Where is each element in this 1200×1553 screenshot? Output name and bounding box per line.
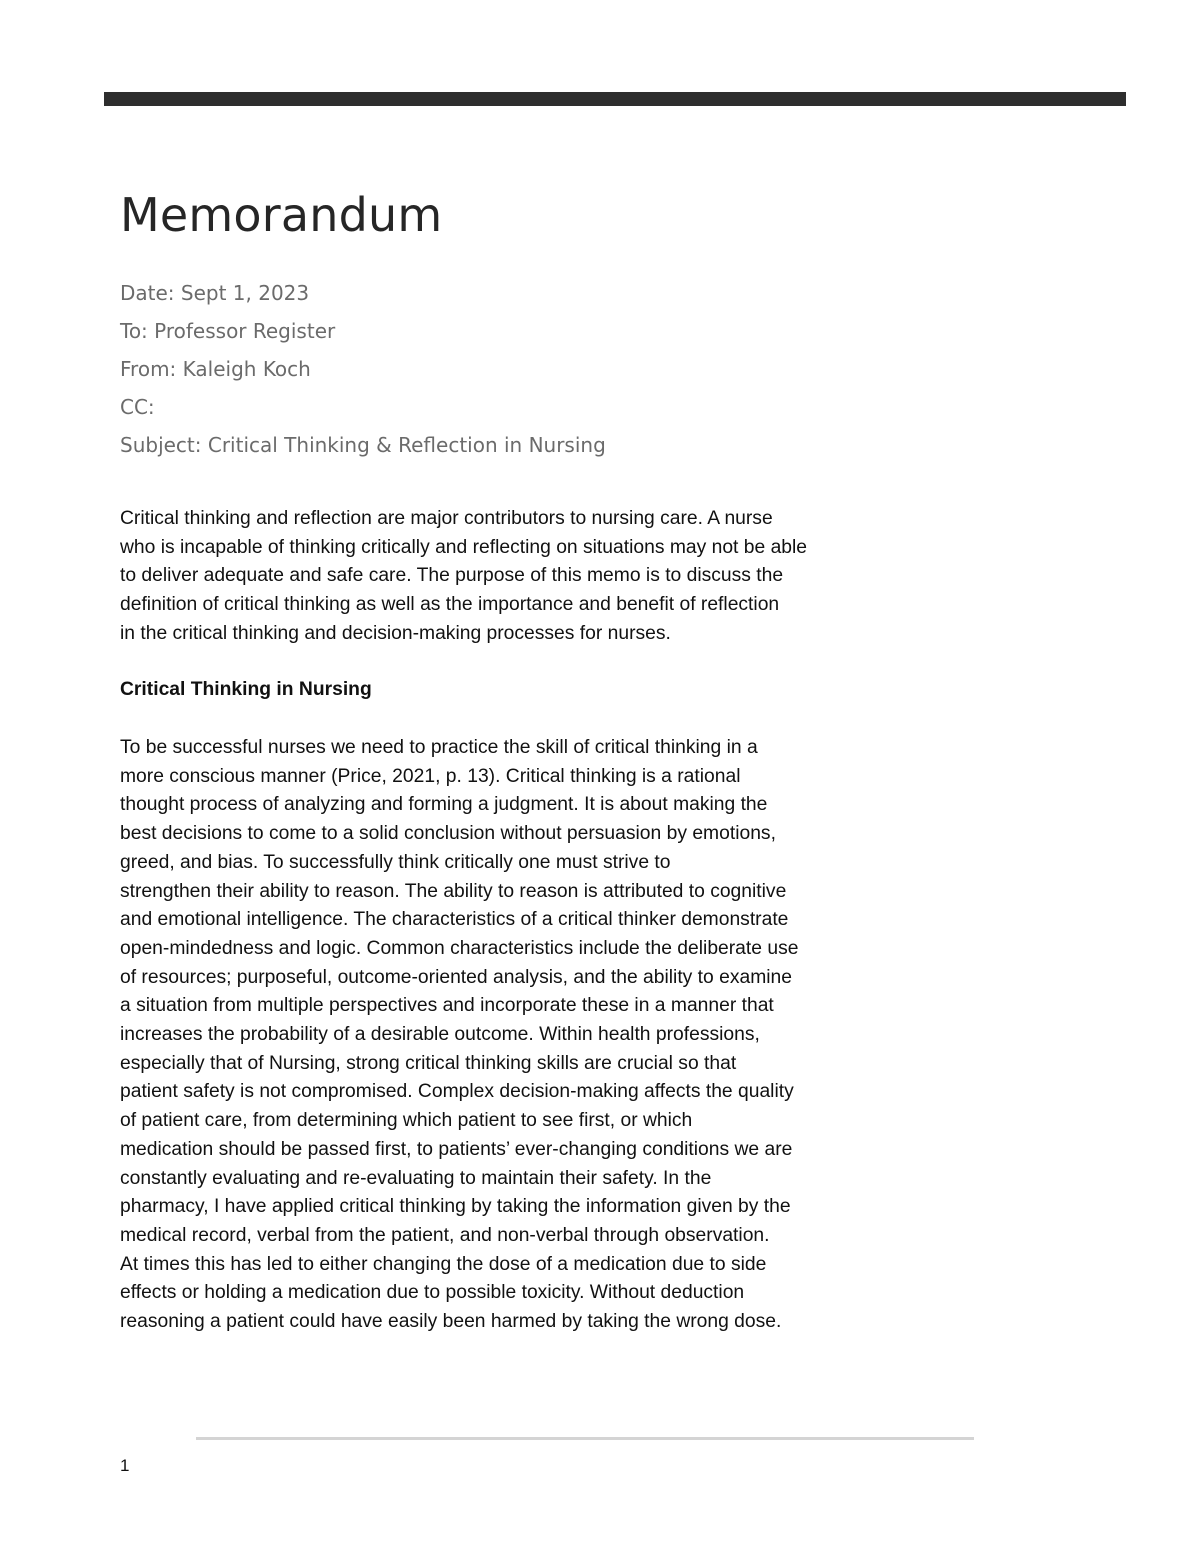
section-heading: Critical Thinking in Nursing xyxy=(120,679,372,700)
section-line: increases the probability of a desirable outcome. Within health professions, xyxy=(120,1024,760,1046)
section-line: of patient care, from determining which patient to see first, or which xyxy=(120,1110,693,1132)
section-line: a situation from multiple perspectives and incorporate these in a manner that xyxy=(120,995,774,1017)
footer-divider xyxy=(196,1437,974,1440)
page-number: 1 xyxy=(120,1456,130,1475)
section-line: thought process of analyzing and forming a judgment. It is about making the xyxy=(120,794,768,816)
memo-title: Memorandum xyxy=(120,188,443,242)
intro-line: to deliver adequate and safe care. The purpose of this memo is to discuss the xyxy=(120,565,784,587)
section-line: pharmacy, I have applied critical thinking by taking the information given by the xyxy=(120,1196,791,1218)
to-field: To: Professor Register xyxy=(120,319,336,343)
section-line: best decisions to come to a solid conclusion without persuasion by emotions, xyxy=(120,823,776,845)
memo-header-fields xyxy=(120,278,606,468)
section-line: of resources; purposeful, outcome-oriented analysis, and the ability to examine xyxy=(120,966,793,988)
cc-field: CC: xyxy=(120,395,155,419)
intro-line: who is incapable of thinking critically and reflecting on situations may not be able xyxy=(120,536,808,558)
section-line: medical record, verbal from the patient, and non-verbal through observation. xyxy=(120,1224,770,1246)
section-line: more conscious manner (Price, 2021, p. 13). Critical thinking is a rational xyxy=(120,765,741,787)
header-bar xyxy=(104,92,1126,106)
section-line: especially that of Nursing, strong critical thinking skills are crucial so that xyxy=(120,1052,737,1074)
section-line: At times this has led to either changing the dose of a medication due to side xyxy=(120,1253,767,1275)
intro-line: in the critical thinking and decision-making processes for nurses. xyxy=(120,622,671,644)
section-line: constantly evaluating and re-evaluating to maintain their safety. In the xyxy=(120,1167,712,1189)
intro-paragraph xyxy=(120,505,890,649)
intro-line: Critical thinking and reflection are major contributors to nursing care. A nurse xyxy=(120,508,773,529)
section-line: medication should be passed first, to patients’ ever-changing conditions we are xyxy=(120,1138,793,1160)
section-line: reasoning a patient could have easily been harmed by taking the wrong dose. xyxy=(120,1311,782,1333)
section-line: greed, and bias. To successfully think critically one must strive to xyxy=(120,851,671,873)
section-line: strengthen their ability to reason. The ability to reason is attributed to cognitive xyxy=(120,880,787,902)
subject-field: Subject: Critical Thinking & Reflection in Nursing xyxy=(120,433,606,457)
section-line: To be successful nurses we need to practice the skill of critical thinking in a xyxy=(120,737,758,758)
date-field: Date: Sept 1, 2023 xyxy=(120,281,310,305)
section-line: effects or holding a medication due to possible toxicity. Without deduction xyxy=(120,1282,745,1304)
section-line: and emotional intelligence. The characteristics of a critical thinker demonstrate xyxy=(120,909,789,931)
section-line: open-mindedness and logic. Common characteristics include the deliberate use xyxy=(120,937,799,959)
section-line: patient safety is not compromised. Complex decision-making affects the quality xyxy=(120,1081,794,1103)
section-paragraph xyxy=(120,734,890,1337)
intro-line: definition of critical thinking as well as the importance and benefit of reflection xyxy=(120,594,780,616)
from-field: From: Kaleigh Koch xyxy=(120,357,311,381)
